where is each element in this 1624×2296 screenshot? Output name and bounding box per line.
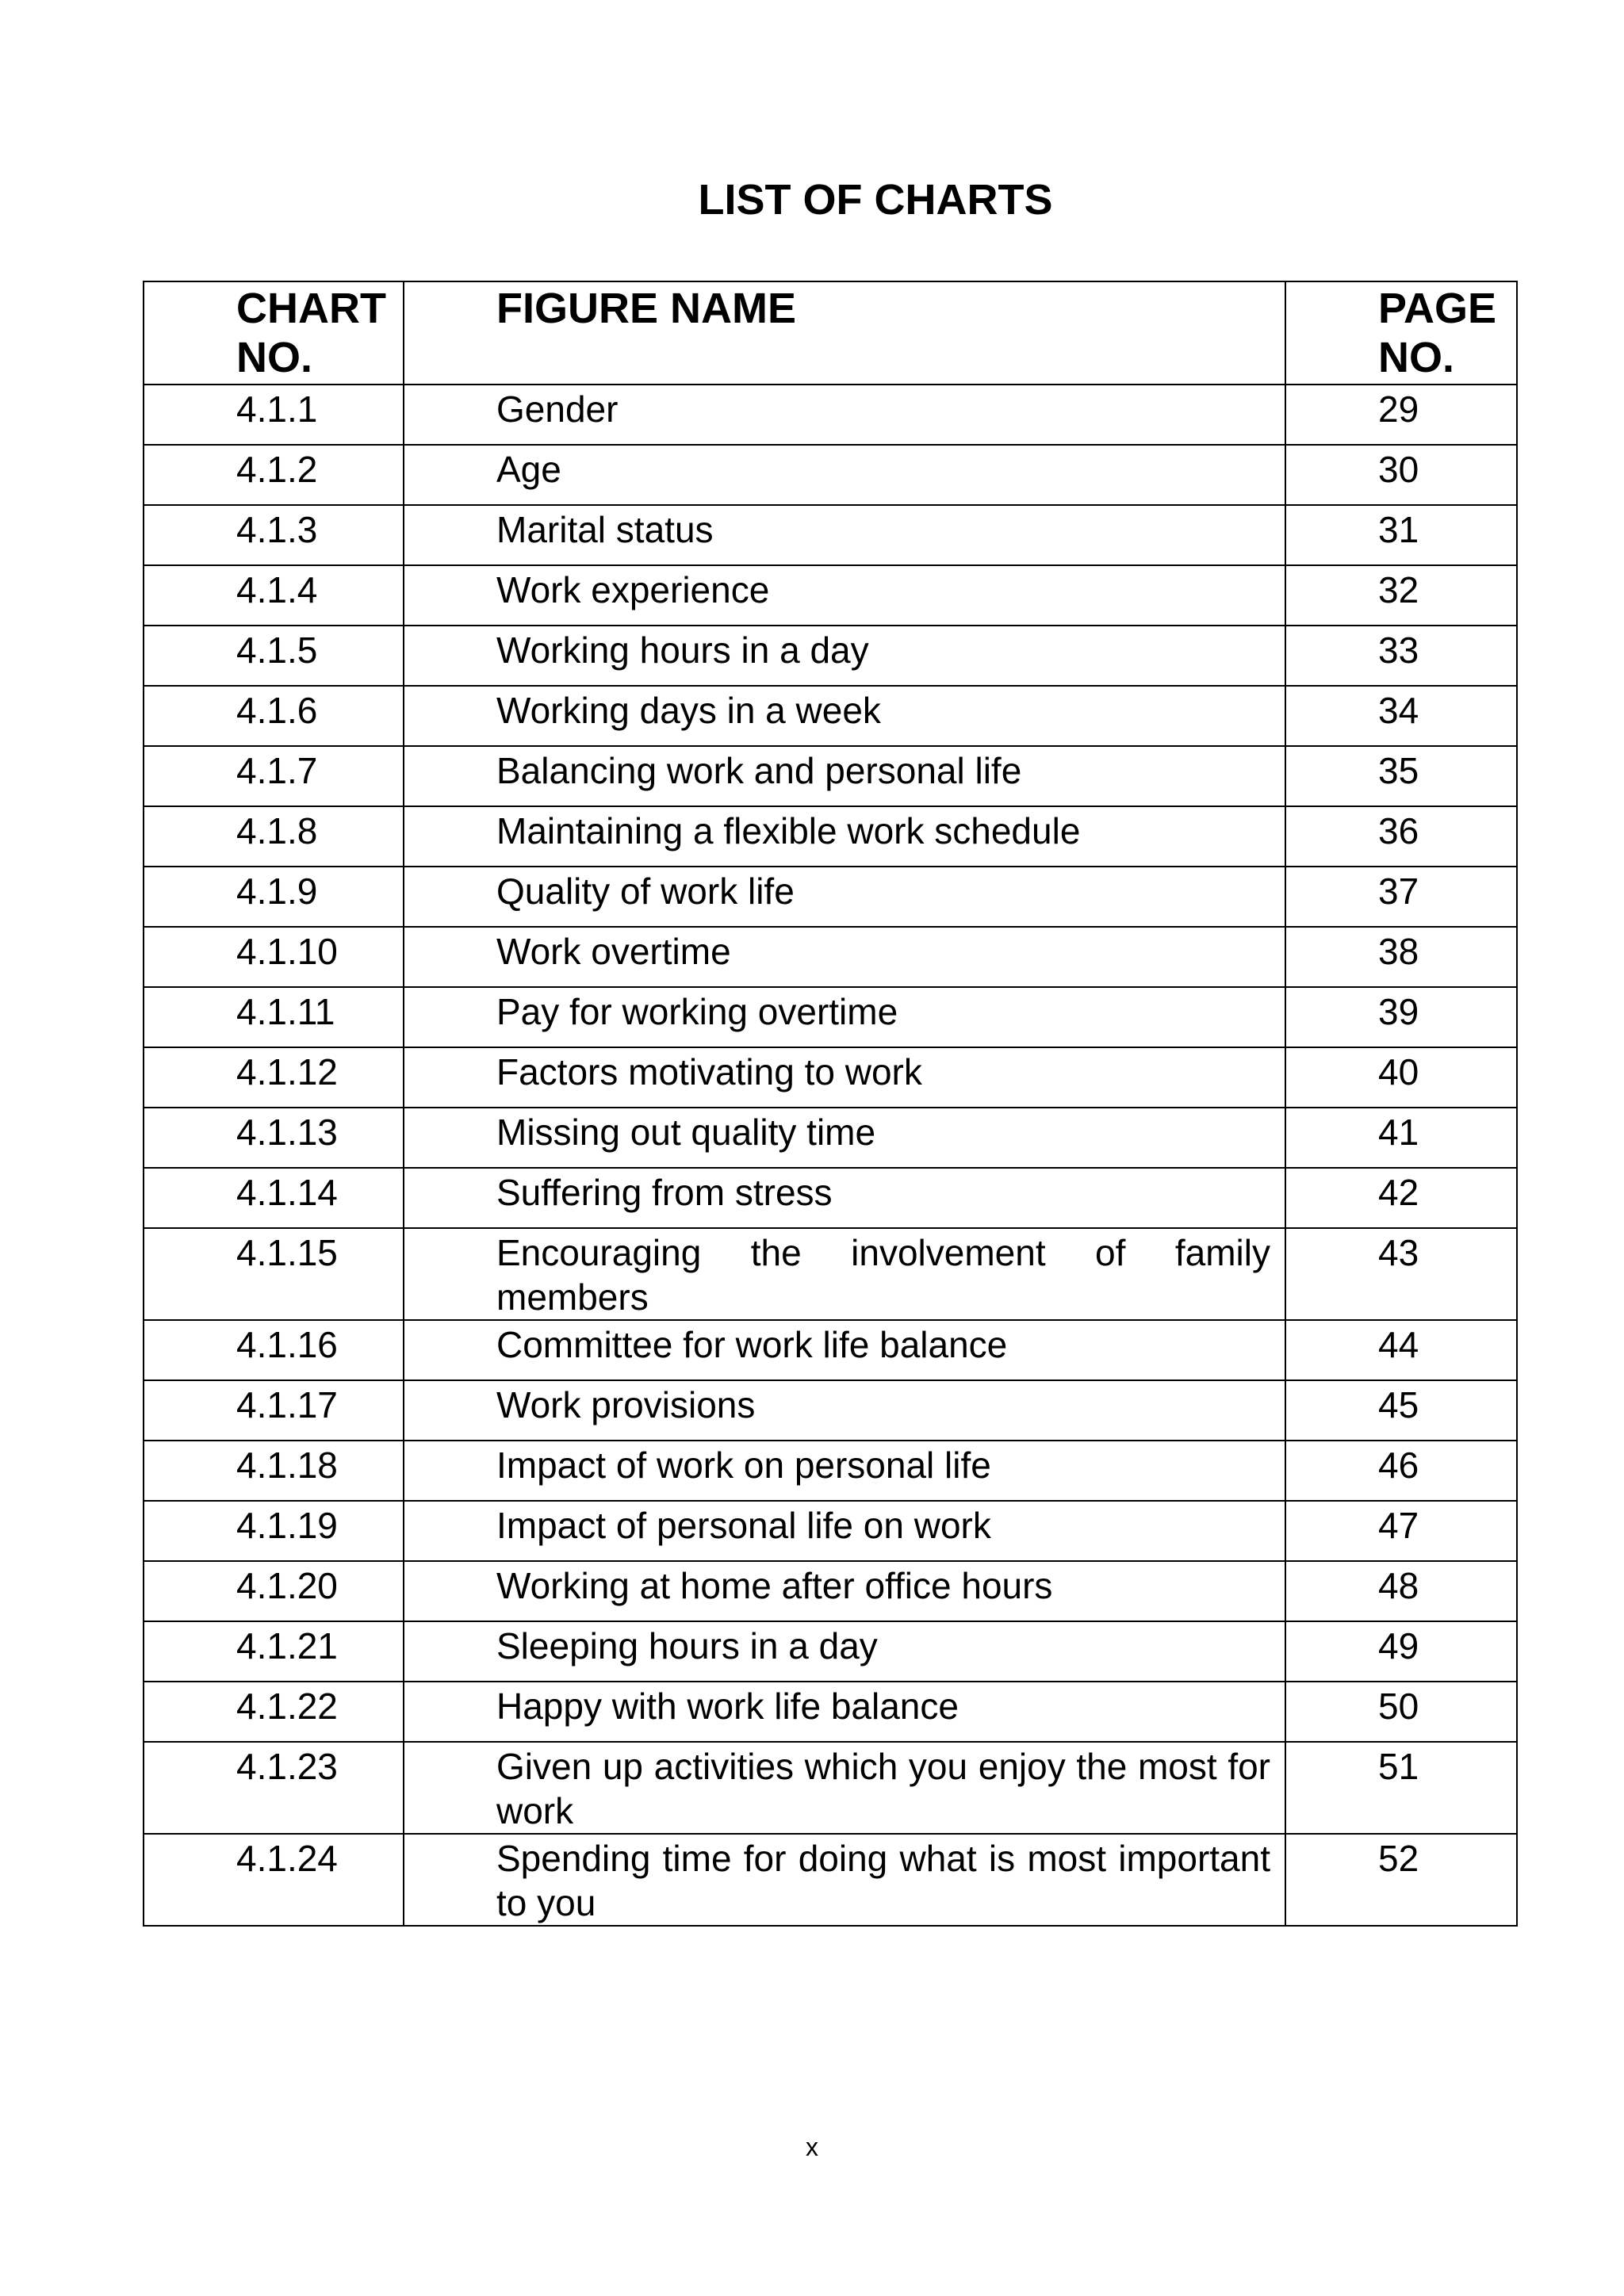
chart-number-cell: 4.1.11 [144,987,404,1047]
page-number-cell: 30 [1285,445,1517,505]
figure-name-cell: Marital status [404,505,1285,565]
figure-name-cell: Factors motivating to work [404,1047,1285,1108]
figure-name-cell: Given up activities which you enjoy the most for work [404,1742,1285,1834]
table-row [144,1228,1517,1320]
page-title: LIST OF CHARTS [698,176,1053,224]
page-number-cell: 41 [1285,1108,1517,1168]
figure-name-cell: Balancing work and personal life [404,746,1285,806]
figure-name-cell: Quality of work life [404,867,1285,927]
chart-number-cell: 4.1.10 [144,927,404,987]
page-number-cell: 49 [1285,1621,1517,1682]
table-row [144,867,1517,927]
page-number-cell: 46 [1285,1441,1517,1501]
page-number-cell: 48 [1285,1561,1517,1621]
figure-name-cell: Sleeping hours in a day [404,1621,1285,1682]
table-row [144,1561,1517,1621]
table-row [144,1742,1517,1834]
figure-name-cell: Gender [404,385,1285,445]
table-header-row [144,281,1517,385]
page-number-cell: 47 [1285,1501,1517,1561]
table-row [144,1682,1517,1742]
page-number: x [806,2133,818,2161]
chart-number-cell: 4.1.23 [144,1742,404,1834]
page-number-cell: 33 [1285,626,1517,686]
table-row [144,686,1517,746]
figure-name-cell: Missing out quality time [404,1108,1285,1168]
page-number-cell: 44 [1285,1320,1517,1380]
chart-number-cell: 4.1.18 [144,1441,404,1501]
page-number-cell: 35 [1285,746,1517,806]
table-row [144,1320,1517,1380]
figure-name-cell: Impact of work on personal life [404,1441,1285,1501]
chart-number-cell: 4.1.1 [144,385,404,445]
figure-name-cell: Happy with work life balance [404,1682,1285,1742]
figure-name-cell: Working at home after office hours [404,1561,1285,1621]
header-figure-name: FIGURE NAME [404,281,1285,385]
figure-name-cell: Work overtime [404,927,1285,987]
chart-number-cell: 4.1.14 [144,1168,404,1228]
figure-name-cell: Work experience [404,565,1285,626]
chart-number-cell: 4.1.3 [144,505,404,565]
chart-number-cell: 4.1.21 [144,1621,404,1682]
table-row [144,565,1517,626]
table-row [144,1501,1517,1561]
chart-number-cell: 4.1.13 [144,1108,404,1168]
page-number-cell: 31 [1285,505,1517,565]
chart-number-cell: 4.1.19 [144,1501,404,1561]
chart-number-cell: 4.1.9 [144,867,404,927]
table-body [144,385,1517,1926]
figure-name-cell: Age [404,445,1285,505]
figure-name-cell: Spending time for doing what is most important to you [404,1834,1285,1926]
table-row [144,1621,1517,1682]
table-row [144,806,1517,867]
page-number-cell: 37 [1285,867,1517,927]
chart-number-cell: 4.1.8 [144,806,404,867]
figure-name-cell: Committee for work life balance [404,1320,1285,1380]
page-number-cell: 43 [1285,1228,1517,1320]
page-number-cell: 34 [1285,686,1517,746]
chart-number-cell: 4.1.22 [144,1682,404,1742]
chart-number-cell: 4.1.24 [144,1834,404,1926]
chart-number-cell: 4.1.17 [144,1380,404,1441]
page-number-cell: 32 [1285,565,1517,626]
figure-name-cell: Working days in a week [404,686,1285,746]
header-page-no: PAGE NO. [1285,281,1517,385]
chart-number-cell: 4.1.12 [144,1047,404,1108]
figure-name-cell: Pay for working overtime [404,987,1285,1047]
chart-number-cell: 4.1.5 [144,626,404,686]
table-row [144,626,1517,686]
chart-number-cell: 4.1.7 [144,746,404,806]
page-number-cell: 36 [1285,806,1517,867]
table-row [144,505,1517,565]
page-number-cell: 52 [1285,1834,1517,1926]
table-row [144,1168,1517,1228]
chart-number-cell: 4.1.2 [144,445,404,505]
figure-name-cell: Encouraging the involvement of family members [404,1228,1285,1320]
figure-name-cell: Impact of personal life on work [404,1501,1285,1561]
chart-number-cell: 4.1.4 [144,565,404,626]
page-number-cell: 29 [1285,385,1517,445]
chart-number-cell: 4.1.6 [144,686,404,746]
table-row [144,987,1517,1047]
table-row [144,746,1517,806]
page-number-cell: 50 [1285,1682,1517,1742]
page-number-cell: 39 [1285,987,1517,1047]
chart-number-cell: 4.1.16 [144,1320,404,1380]
table-row [144,445,1517,505]
page-number-cell: 38 [1285,927,1517,987]
figure-name-cell: Maintaining a flexible work schedule [404,806,1285,867]
table-row [144,1834,1517,1926]
page-number-cell: 40 [1285,1047,1517,1108]
figure-name-cell: Suffering from stress [404,1168,1285,1228]
table-row [144,1108,1517,1168]
table-row [144,1441,1517,1501]
page-number-cell: 42 [1285,1168,1517,1228]
table-row [144,927,1517,987]
page-number-cell: 51 [1285,1742,1517,1834]
page-number-cell: 45 [1285,1380,1517,1441]
chart-list-table [143,281,1518,1927]
figure-name-cell: Working hours in a day [404,626,1285,686]
table-row [144,385,1517,445]
figure-name-cell: Work provisions [404,1380,1285,1441]
chart-number-cell: 4.1.20 [144,1561,404,1621]
table-row [144,1380,1517,1441]
table-row [144,1047,1517,1108]
chart-number-cell: 4.1.15 [144,1228,404,1320]
header-chart-no: CHART NO. [144,281,404,385]
